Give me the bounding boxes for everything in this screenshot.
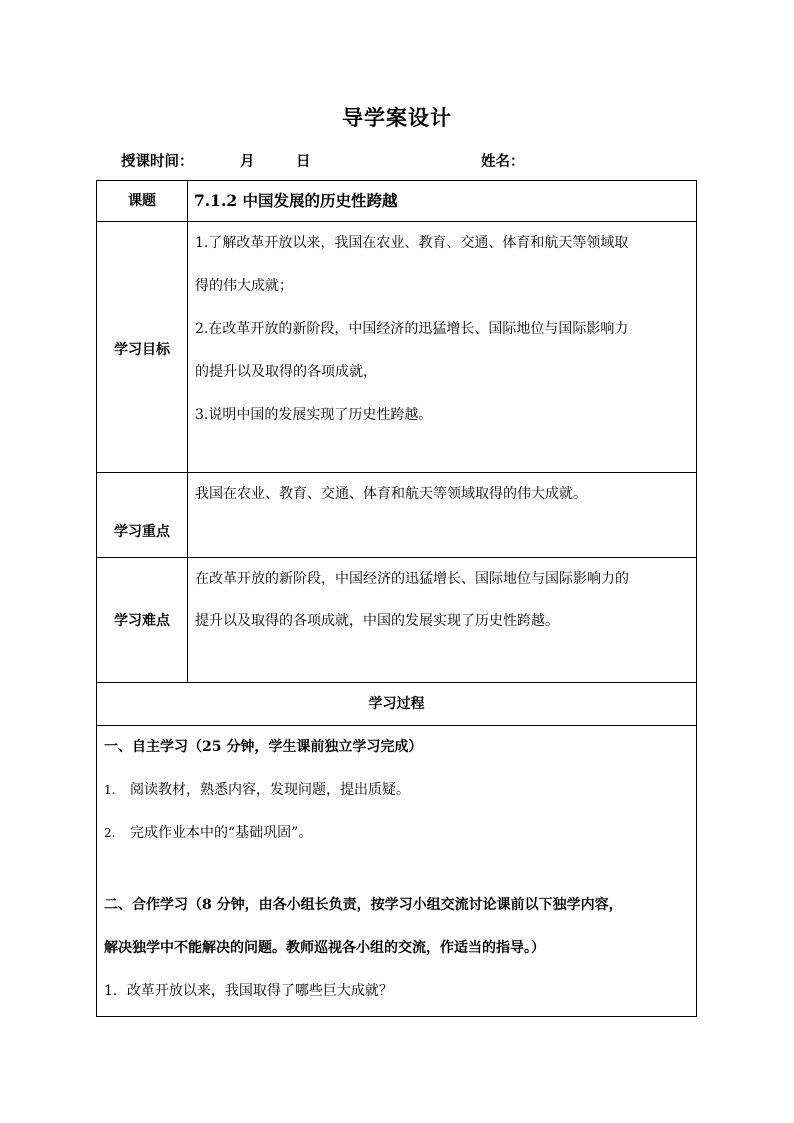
goal-line: 的提升以及取得的各项成就， (195, 364, 377, 380)
goals-label: 学习目标 (114, 342, 170, 358)
cooperative-study-item: 1．改革开放以来，我国取得了哪些巨大成就？ (104, 983, 393, 999)
difficulty-line: 提升以及取得的各项成就，中国的发展实现了历史性跨越。 (195, 613, 559, 629)
process-title-row (97, 683, 697, 726)
self-study-item (104, 812, 689, 855)
item-number: 2. (104, 826, 116, 840)
goal-line: 2.在改革开放的新阶段，中国经济的迅猛增长、国际地位与国际影响力 (195, 321, 629, 337)
difficulties-label: 学习难点 (114, 613, 170, 629)
difficulties-text (188, 558, 696, 642)
process-content (97, 726, 696, 1013)
process-title-cell (97, 683, 697, 726)
key-points-content-cell (188, 473, 697, 558)
topic-value: 7.1.2 中国发展的历史性跨越 (194, 191, 398, 210)
cooperative-study-heading (104, 884, 689, 970)
month-label: 月 (240, 153, 255, 170)
difficulties-content-cell (188, 558, 697, 683)
item-text: 阅读教材，熟悉内容，发现问题，提出质疑。 (130, 782, 410, 798)
topic-label: 课题 (128, 193, 156, 209)
day-label: 日 (296, 153, 311, 170)
item-text: 完成作业本中的“基础巩固”。 (130, 825, 313, 841)
key-points-row (97, 473, 697, 558)
key-points-label: 学习重点 (114, 524, 170, 540)
self-study-item (104, 769, 689, 812)
self-study-heading: 一、自主学习（25 分钟，学生课前独立学习完成） (104, 739, 423, 755)
topic-row (97, 181, 697, 222)
goal-line: 1.了解改革开放以来，我国在农业、教育、交通、体育和航天等领域取 (195, 235, 629, 251)
goals-label-cell (97, 222, 188, 473)
difficulties-row (97, 558, 697, 683)
heading-line: 二、合作学习（8 分钟，由各小组长负责，按学习小组交流讨论课前以下独学内容， (104, 897, 623, 913)
topic-value-cell (188, 181, 697, 222)
student-name-label: 姓名： (481, 153, 525, 170)
difficulties-label-cell (97, 558, 188, 683)
difficulty-line: 在改革开放的新阶段，中国经济的迅猛增长、国际地位与国际影响力的 (195, 571, 629, 587)
key-points-label-cell (97, 473, 188, 558)
process-content-row (97, 726, 697, 1017)
goals-content-cell (188, 222, 697, 473)
spacer (104, 855, 689, 884)
item-number: 1. (104, 783, 116, 797)
heading-line: 解决独学中不能解决的问题。教师巡视各小组的交流，作适当的指导。） (104, 940, 545, 956)
goals-row (97, 222, 697, 473)
goals-text (188, 222, 696, 437)
topic-label-cell (97, 181, 188, 222)
lesson-plan-table (96, 180, 697, 1017)
process-content-cell (97, 726, 697, 1017)
key-points-text: 我国在农业、教育、交通、体育和航天等领域取得的伟大成就。 (195, 486, 587, 502)
goal-line: 3.说明中国的发展实现了历史性跨越。 (195, 407, 433, 423)
goal-line: 得的伟大成就； (195, 278, 293, 294)
document-title: 导学案设计 (342, 105, 452, 130)
lesson-time-label: 授课时间： (121, 153, 194, 170)
process-title: 学习过程 (368, 696, 425, 712)
